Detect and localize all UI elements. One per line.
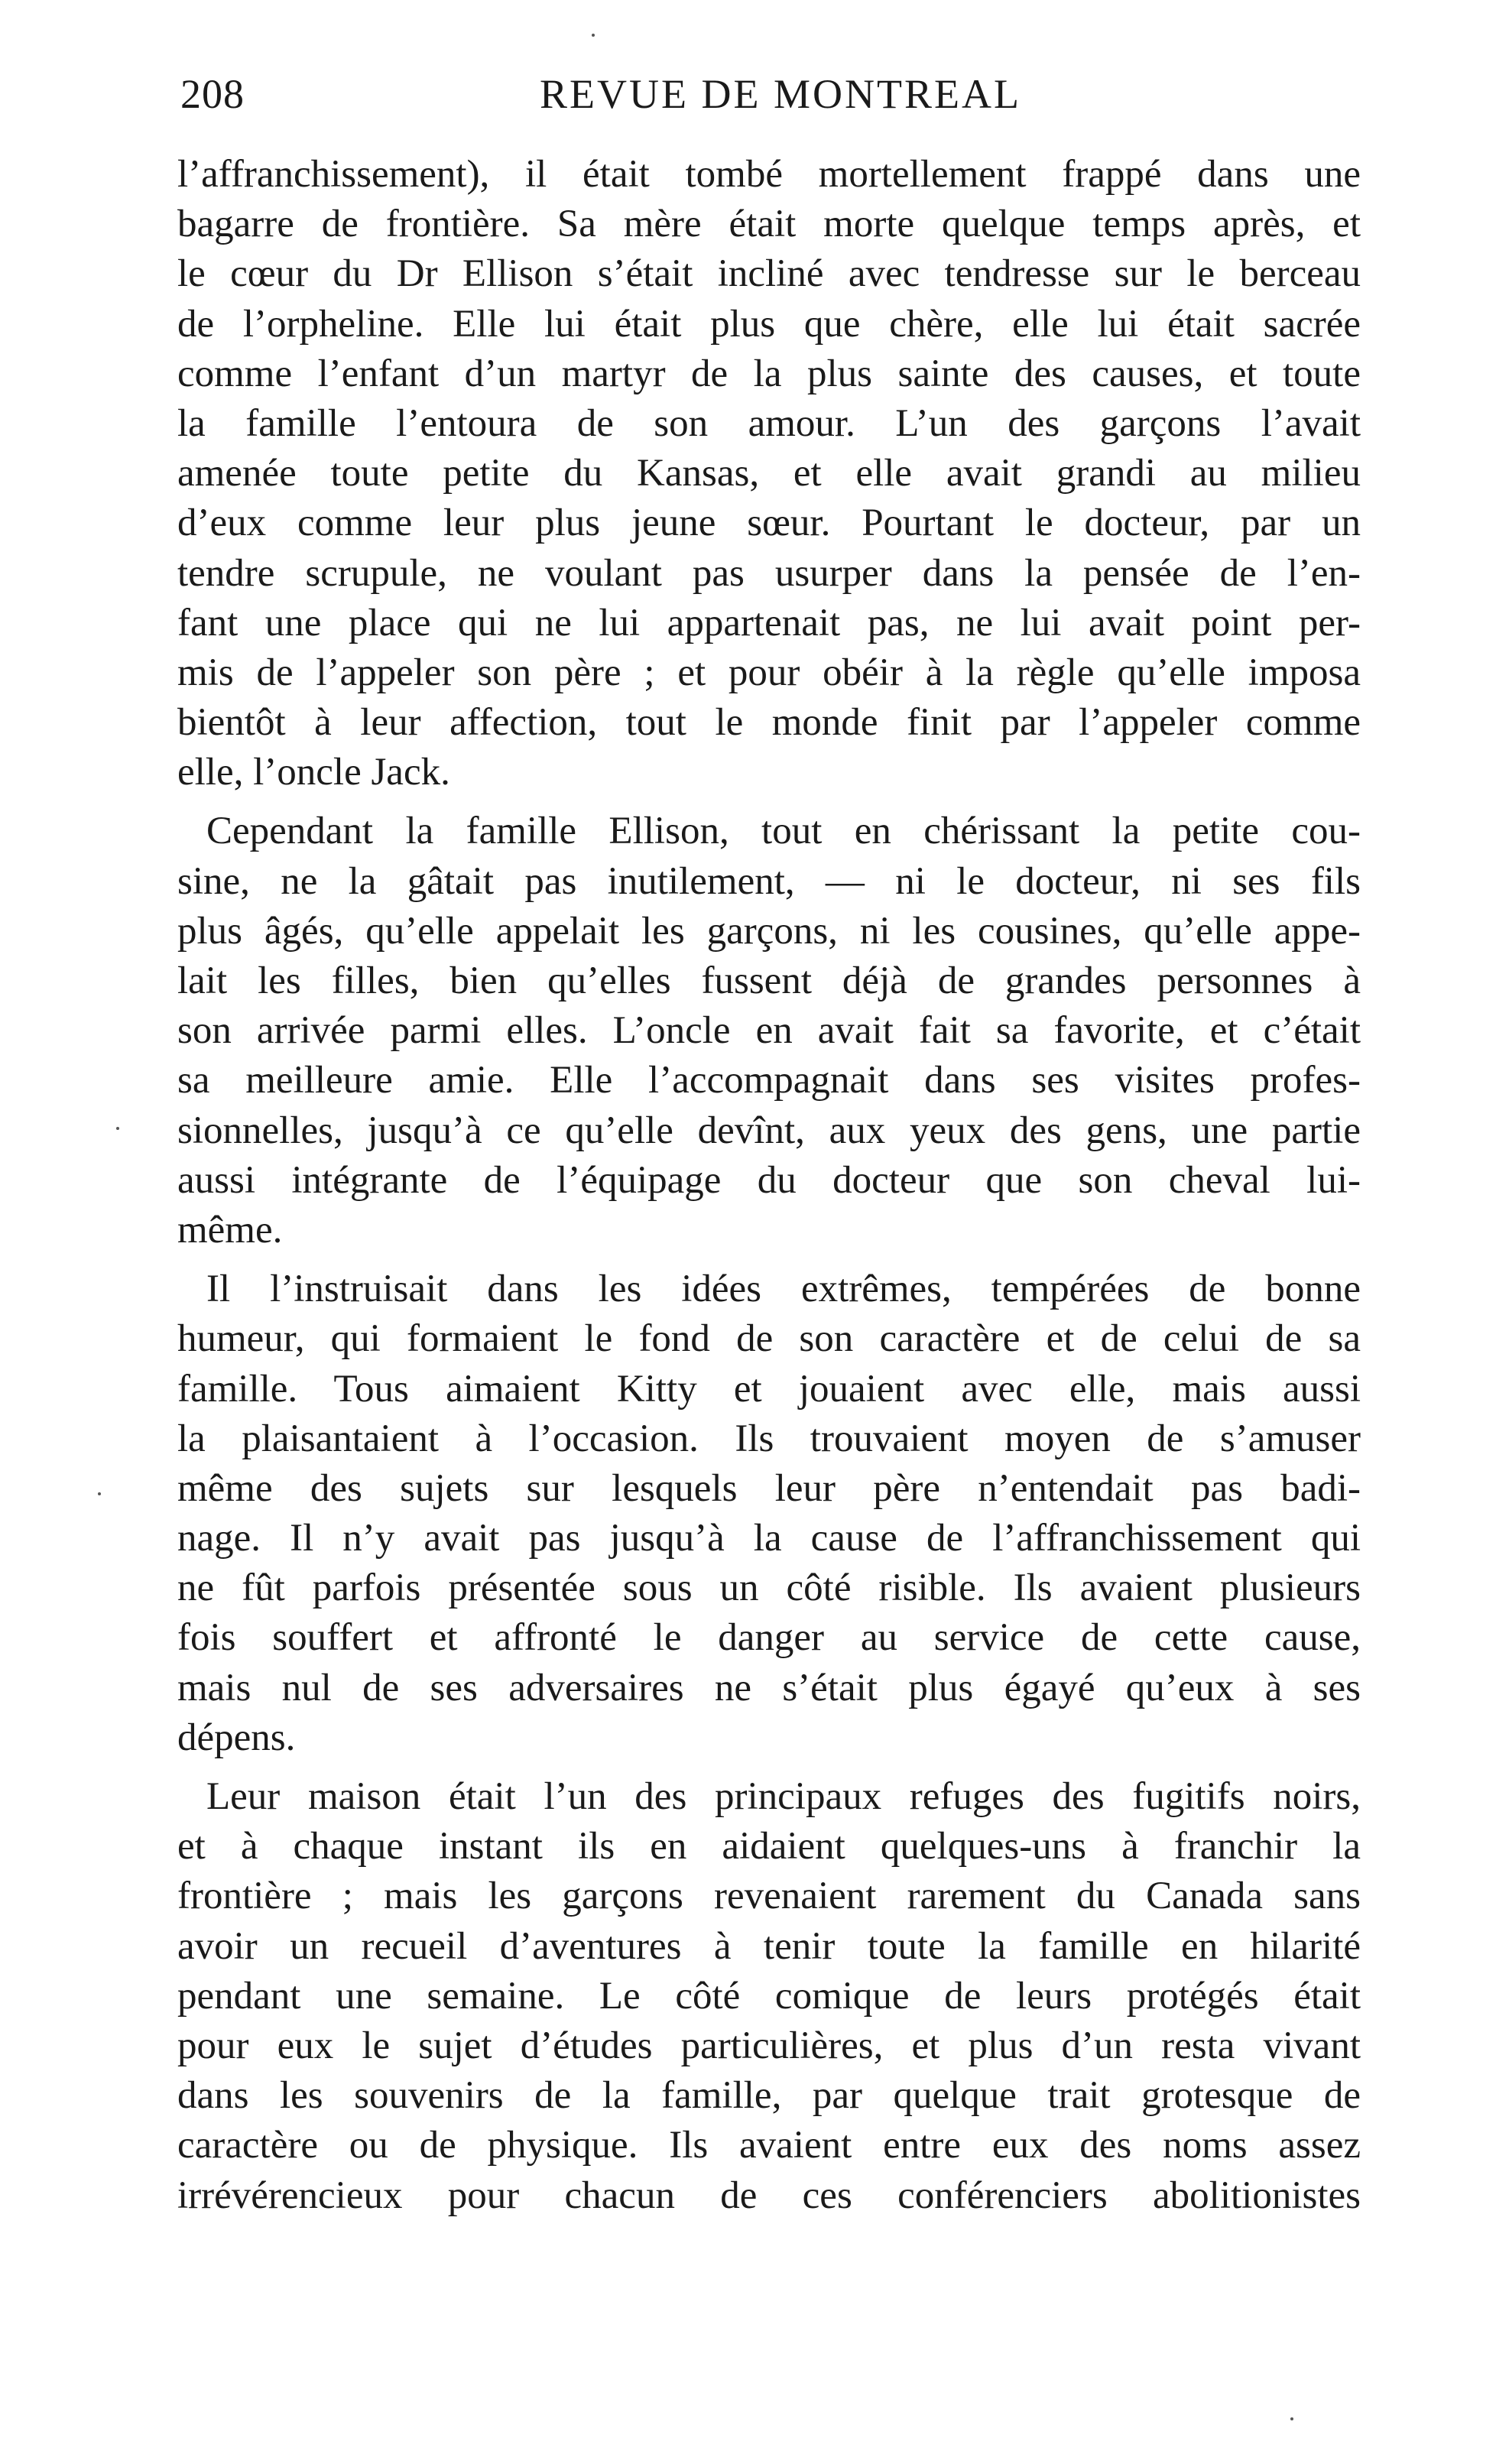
journal-title: REVUE DE MONTREAL xyxy=(540,71,1021,117)
page-number: 208 xyxy=(180,71,245,117)
text-line: bagarre de frontière. Sa mère était morte quelque temps après, et xyxy=(177,203,1361,246)
text-line: sine, ne la gâtait pas inutilement, — ni le docteur, ni ses fils xyxy=(177,859,1361,903)
text-line: fois souffert et affronté le danger au service de cette cause, xyxy=(177,1616,1361,1660)
text-line: dépens. xyxy=(177,1716,296,1759)
text-line: aussi intégrante de l’équipage du docteur que son cheval lui- xyxy=(177,1158,1361,1202)
text-line: pendant une semaine. Le côté comique de leurs protégés était xyxy=(177,1974,1361,2018)
text-line: de l’orpheline. Elle lui était plus que chère, elle lui était sacrée xyxy=(177,302,1361,346)
text-line: dans les souvenirs de la famille, par quelque trait grotesque de xyxy=(177,2074,1361,2118)
text-line: même. xyxy=(177,1208,283,1251)
text-line: nage. Il n’y avait pas jusqu’à la cause de l’affranchissement qui xyxy=(177,1517,1361,1560)
text-line: la famille l’entoura de son amour. L’un des garçons l’avait xyxy=(177,401,1361,445)
print-speck xyxy=(116,1127,119,1130)
paragraph xyxy=(177,807,1361,1255)
print-speck xyxy=(592,34,595,37)
text-line: frontière ; mais les garçons revenaient rarement du Canada sans xyxy=(177,1875,1361,1918)
text-line: tendre scrupule, ne voulant pas usurper dans la pensée de l’en- xyxy=(177,551,1361,595)
text-line: mais nul de ses adversaires ne s’était plus égayé qu’eux à ses xyxy=(177,1666,1361,1709)
text-line: fant une place qui ne lui appartenait pas, ne lui avait point per- xyxy=(177,601,1361,644)
text-line: ne fût parfois présentée sous un côté risible. Ils avaient plusieurs xyxy=(177,1566,1361,1610)
text-line: Leur maison était l’un des principaux refuges des fugitifs noirs, xyxy=(206,1775,1361,1818)
text-line: mis de l’appeler son père ; et pour obéir à la règle qu’elle imposa xyxy=(177,651,1361,694)
body-text xyxy=(177,150,1361,2230)
text-line: amenée toute petite du Kansas, et elle avait grandi au milieu xyxy=(177,452,1361,495)
text-line: sa meilleure amie. Elle l’accompagnait dans ses visites profes- xyxy=(177,1059,1361,1102)
text-line: le cœur du Dr Ellison s’était incliné avec tendresse sur le berceau xyxy=(177,252,1361,296)
text-line: l’affranchissement), il était tombé mortellement frappé dans une xyxy=(177,153,1361,196)
text-line: caractère ou de physique. Ils avaient entre eux des noms assez xyxy=(177,2124,1361,2167)
text-line: irrévérencieux pour chacun de ces conférenciers abolitionistes xyxy=(177,2173,1361,2217)
text-line: famille. Tous aimaient Kitty et jouaient avec elle, mais aussi xyxy=(177,1367,1361,1411)
text-line: pour eux le sujet d’études particulières, et plus d’un resta vivant xyxy=(177,2024,1361,2067)
text-line: Il l’instruisait dans les idées extrêmes, tempérées de bonne xyxy=(206,1268,1361,1311)
text-line: lait les filles, bien qu’elles fussent déjà de grandes personnes à xyxy=(177,959,1361,1002)
text-line: avoir un recueil d’aventures à tenir toute la famille en hilarité xyxy=(177,1924,1361,1968)
paragraph xyxy=(177,1264,1361,1763)
text-line: d’eux comme leur plus jeune sœur. Pourtant le docteur, par un xyxy=(177,502,1361,545)
text-line: Cependant la famille Ellison, tout en chérissant la petite cou- xyxy=(206,810,1361,853)
text-line: elle, l’oncle Jack. xyxy=(177,751,450,794)
print-speck xyxy=(98,1492,101,1495)
text-line: humeur, qui formaient le fond de son caractère et de celui de sa xyxy=(177,1317,1361,1361)
text-line: comme l’enfant d’un martyr de la plus sainte des causes, et toute xyxy=(177,352,1361,395)
paragraph xyxy=(177,150,1361,797)
paragraph xyxy=(177,1772,1361,2221)
text-line: bientôt à leur affection, tout le monde finit par l’appeler comme xyxy=(177,701,1361,745)
text-line: la plaisantaient à l’occasion. Ils trouvaient moyen de s’amuser xyxy=(177,1417,1361,1460)
print-speck xyxy=(1290,2417,1293,2420)
text-line: et à chaque instant ils en aidaient quelques-uns à franchir la xyxy=(177,1825,1361,1868)
text-line: plus âgés, qu’elle appelait les garçons, ni les cousines, qu’elle appe- xyxy=(177,909,1361,953)
text-line: même des sujets sur lesquels leur père n’entendait pas badi- xyxy=(177,1466,1361,1510)
text-line: son arrivée parmi elles. L’oncle en avait fait sa favorite, et c’était xyxy=(177,1009,1361,1053)
running-head xyxy=(180,70,1358,131)
text-line: sionnelles, jusqu’à ce qu’elle devînt, aux yeux des gens, une partie xyxy=(177,1109,1361,1152)
